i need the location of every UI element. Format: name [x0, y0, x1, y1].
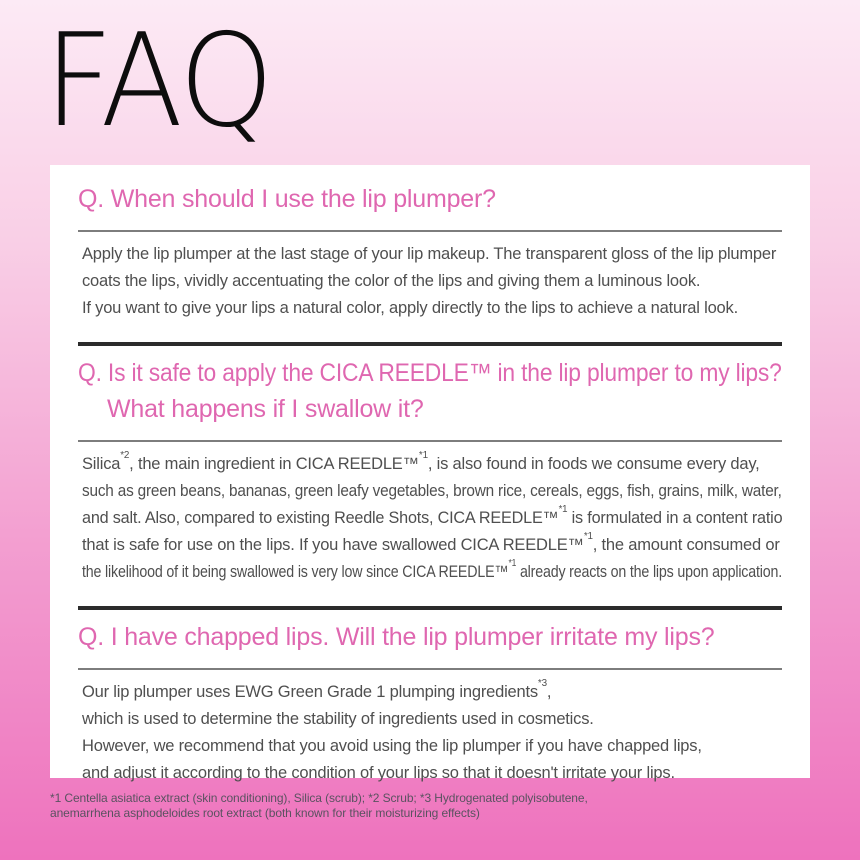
faq-answer-line: Silica$^{*2}$, the main ingredient in CICA REEDLE™$^{*1}$, is also found in foods we consume every day, [82, 450, 760, 473]
faq-answer-line: and adjust it according to the condition of your lips so that it doesn't irritate your lips. [82, 764, 675, 782]
page-title-text: FAQ [44, 7, 273, 156]
faq-answer-line-row [82, 559, 782, 586]
faq-answer [78, 679, 782, 787]
faq-answer-line: the likelihood of it being swallowed is very low since CICA REEDLE™$^{*1}$ already reacts on the lips upon application. [82, 558, 783, 581]
section-divider [78, 606, 782, 610]
faq-answer-line: If you want to give your lips a natural color, apply directly to the lips to achieve a natural look. [82, 299, 738, 317]
faq-answer-line: However, we recommend that you avoid using the lip plumper if you have chapped lips, [82, 737, 702, 755]
faq-question-line-row [78, 183, 782, 219]
faq-answer-line-row [82, 733, 782, 760]
faq-question-line-row [78, 621, 782, 657]
footnote [50, 791, 810, 820]
faq-answer-line-row [82, 679, 782, 706]
faq-question-line: Q. When should I use the lip plumper? [78, 185, 496, 213]
faq-answer-line-row [82, 241, 782, 268]
faq-answer-line: Apply the lip plumper at the last stage of your lip makeup. The transparent gloss of the lip plumper [82, 245, 777, 263]
question-divider [78, 440, 782, 442]
faq-answer-line: coats the lips, vividly accentuating the color of the lips and giving them a luminous look. [82, 272, 701, 290]
faq-answer-line-row [82, 505, 782, 532]
faq-answer [78, 241, 782, 322]
faq-answer-line-row [82, 268, 782, 295]
faq-answer-line: which is used to determine the stability of ingredients used in cosmetics. [82, 710, 594, 728]
faq-answer-line: Our lip plumper uses EWG Green Grade 1 plumping ingredients$^{*3}$, [82, 678, 552, 701]
faq-answer-line: that is safe for use on the lips. If you have swallowed CICA REEDLE™$^{*1}$, the amount consumed or [82, 531, 780, 554]
faq-question-line: What happens if I swallow it? [107, 395, 424, 423]
footnote-line-2: anemarrhena asphodeloides root extract (both known for their moisturizing effects) [50, 805, 480, 820]
faq-question-line: Q. I have chapped lips. Will the lip plumper irritate my lips? [78, 623, 715, 651]
question-divider [78, 230, 782, 232]
faq-answer-line: and salt. Also, compared to existing Reedle Shots, CICA REEDLE™$^{*1}$ is formulated in a content ratio [82, 504, 783, 527]
faq-card [50, 165, 810, 782]
faq-section [78, 357, 782, 586]
faq-question [78, 357, 782, 429]
faq-answer-line-row [82, 760, 782, 787]
question-divider [78, 668, 782, 670]
page-title [44, 7, 273, 156]
footnote-line-1: *1 Centella asiatica extract (skin conditioning), Silica (scrub); *2 Scrub; *3 Hydrogenated polyisobutene, [50, 791, 588, 805]
faq-section [78, 183, 782, 322]
faq-question-line-row [78, 393, 782, 429]
faq-answer-line-row [82, 532, 782, 559]
faq-question-line-row [78, 357, 782, 393]
faq-answer-line-row [82, 478, 782, 505]
faq-question [78, 183, 782, 219]
faq-answer-line-row [82, 295, 782, 322]
faq-answer-line-row [82, 706, 782, 733]
faq-question [78, 621, 782, 657]
faq-question-line: Q. Is it safe to apply the CICA REEDLE™ in the lip plumper to my lips? [78, 359, 782, 387]
faq-answer [78, 451, 782, 586]
faq-answer-line: such as green beans, bananas, green leafy vegetables, brown rice, cereals, eggs, fish, grains, milk, water, [82, 482, 782, 500]
faq-section [78, 621, 782, 787]
faq-answer-line-row [82, 451, 782, 478]
section-divider [78, 342, 782, 346]
